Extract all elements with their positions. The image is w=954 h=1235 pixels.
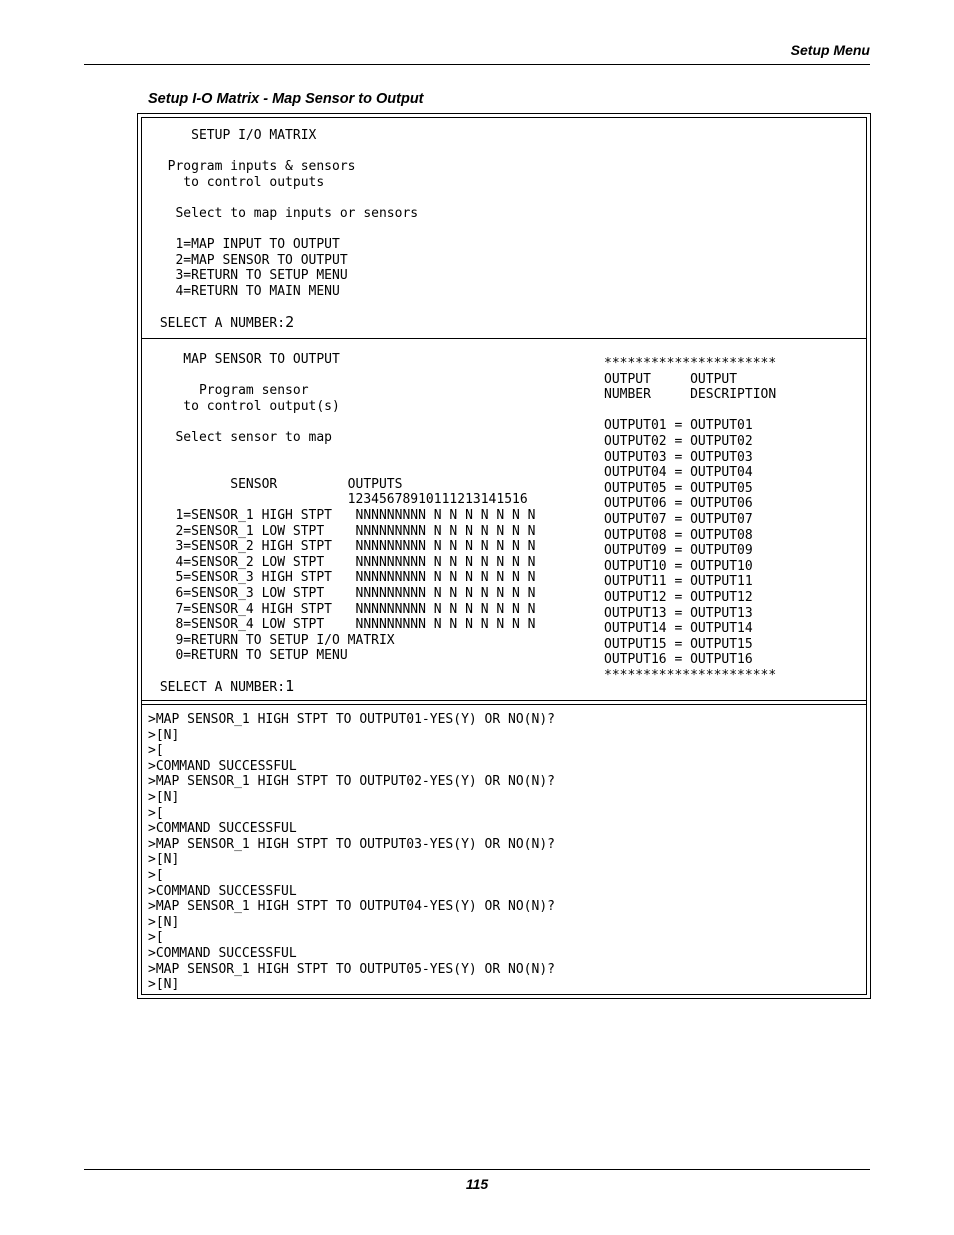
screen-line: >MAP SENSOR_1 HIGH STPT TO OUTPUT04-YES(Y) OR NO(N)? (148, 899, 555, 915)
screen-line (152, 664, 536, 680)
screen-line: >[N] (148, 914, 180, 930)
screen-line: 3=RETURN TO SETUP MENU (152, 268, 348, 284)
screen-line (604, 403, 776, 419)
screen-line: OUTPUT14 = OUTPUT14 (604, 621, 753, 637)
screen-line: to control output(s) (152, 398, 340, 414)
screen-line: 9=RETURN TO SETUP I/O MATRIX (152, 632, 395, 648)
screen-line: OUTPUT12 = OUTPUT12 (604, 589, 753, 605)
select-answer: 1 (285, 677, 295, 696)
screen-line: OUTPUT01 = OUTPUT01 (604, 418, 753, 434)
screen-line: OUTPUT04 = OUTPUT04 (604, 465, 753, 481)
screen-line: 4=RETURN TO MAIN MENU (152, 283, 340, 299)
screen-line: OUTPUT16 = OUTPUT16 (604, 652, 753, 668)
screen-line: OUTPUT13 = OUTPUT13 (604, 605, 753, 621)
screen-line (152, 190, 418, 206)
screen-line: 2=SENSOR_1 LOW STPT NNNNNNNNN N N N N N N N (152, 523, 536, 539)
screen-line: MAP SENSOR TO OUTPUT (152, 352, 340, 367)
screen-line: 0=RETURN TO SETUP MENU (152, 648, 348, 664)
panel-divider (142, 338, 866, 339)
screen-line: OUTPUT05 = OUTPUT05 (604, 480, 753, 496)
screen-line: OUTPUT10 = OUTPUT10 (604, 558, 753, 574)
screen-line: >[N] (148, 789, 180, 805)
screen-line: ********************** (604, 667, 777, 683)
screen-line: OUTPUT OUTPUT (604, 371, 738, 387)
header-rule (84, 64, 870, 65)
page-number: 115 (465, 1176, 489, 1192)
screen-line: NUMBER DESCRIPTION (604, 387, 777, 403)
screen-line: SENSOR OUTPUTS (152, 476, 403, 492)
select-prompt-line (152, 315, 418, 331)
footer-rule (84, 1169, 870, 1170)
screen-line (152, 461, 536, 477)
screen-line: 7=SENSOR_4 HIGH STPT NNNNNNNNN N N N N N N N (152, 601, 536, 617)
screen-line: 6=SENSOR_3 LOW STPT NNNNNNNNN N N N N N N N (152, 585, 536, 601)
terminal-figure-inner-frame (141, 117, 867, 995)
panel-divider (142, 704, 866, 705)
command-log (148, 712, 555, 993)
select-answer: 2 (285, 313, 295, 332)
screen-line: SETUP I/O MATRIX (152, 128, 317, 143)
screen-line (152, 368, 536, 384)
screen-line: 4=SENSOR_2 LOW STPT NNNNNNNNN N N N N N N N (152, 554, 536, 570)
screen-line: >[ (148, 930, 164, 946)
screen-line: 2=MAP SENSOR TO OUTPUT (152, 252, 348, 268)
screen-line: >[N] (148, 977, 180, 993)
screen-lines (152, 352, 536, 679)
screen-line: Program sensor (152, 383, 309, 399)
screen-line: OUTPUT02 = OUTPUT02 (604, 433, 753, 449)
screen-line: >COMMAND SUCCESSFUL (148, 883, 297, 899)
terminal-figure-frame (137, 113, 871, 999)
screen-line: >[ (148, 743, 164, 759)
screen-line: >MAP SENSOR_1 HIGH STPT TO OUTPUT05-YES(Y) OR NO(N)? (148, 961, 555, 977)
screen-line: Select sensor to map (152, 429, 333, 445)
screen-line: 1=SENSOR_1 HIGH STPT NNNNNNNNN N N N N N N N (152, 507, 536, 523)
screen-line (152, 144, 418, 160)
screen-line: >[N] (148, 727, 180, 743)
screen-line: >MAP SENSOR_1 HIGH STPT TO OUTPUT03-YES(Y) OR NO(N)? (148, 836, 555, 852)
select-prompt-line (152, 679, 536, 695)
screen-line: 5=SENSOR_3 HIGH STPT NNNNNNNNN N N N N N N N (152, 570, 536, 586)
screen-line: >COMMAND SUCCESSFUL (148, 945, 297, 961)
screen-line: 1=MAP INPUT TO OUTPUT (152, 237, 340, 253)
screen-line: OUTPUT08 = OUTPUT08 (604, 527, 753, 543)
screen-line: OUTPUT11 = OUTPUT11 (604, 574, 753, 590)
screen-line: Program inputs & sensors (152, 159, 356, 175)
screen-line: >[ (148, 867, 164, 883)
screen-line: >COMMAND SUCCESSFUL (148, 821, 297, 837)
output-lines (604, 356, 776, 683)
screen-line (152, 414, 536, 430)
setup-io-matrix-screen (152, 128, 418, 331)
section-title: Setup I-O Matrix - Map Sensor to Output (148, 91, 424, 107)
screen-line (152, 446, 536, 462)
output-description-list (604, 356, 776, 683)
map-sensor-screen (152, 352, 536, 695)
running-header: Setup Menu (790, 42, 870, 58)
screen-line (152, 222, 418, 238)
screen-line: >COMMAND SUCCESSFUL (148, 758, 297, 774)
select-prompt: SELECT A NUMBER: (152, 316, 286, 332)
panel-divider (142, 700, 866, 701)
screen-line: OUTPUT15 = OUTPUT15 (604, 636, 753, 652)
screen-line: OUTPUT09 = OUTPUT09 (604, 543, 753, 559)
screen-line: 3=SENSOR_2 HIGH STPT NNNNNNNNN N N N N N N N (152, 539, 536, 555)
screen-line: OUTPUT07 = OUTPUT07 (604, 511, 753, 527)
screen-line: >MAP SENSOR_1 HIGH STPT TO OUTPUT01-YES(Y) OR NO(N)? (148, 712, 555, 727)
log-lines (148, 712, 555, 993)
screen-line: >[N] (148, 852, 180, 868)
screen-line: to control outputs (152, 174, 325, 190)
screen-line: >MAP SENSOR_1 HIGH STPT TO OUTPUT02-YES(Y) OR NO(N)? (148, 774, 555, 790)
screen-line: Select to map inputs or sensors (152, 205, 419, 221)
screen-line: >[ (148, 805, 164, 821)
select-prompt: SELECT A NUMBER: (152, 680, 286, 696)
screen-line: 12345678910111213141516 (152, 492, 528, 508)
screen-lines (152, 128, 418, 315)
screen-line: OUTPUT03 = OUTPUT03 (604, 449, 753, 465)
screen-line: ********************** (604, 356, 777, 371)
screen-line: 8=SENSOR_4 LOW STPT NNNNNNNNN N N N N N N N (152, 617, 536, 633)
screen-line: OUTPUT06 = OUTPUT06 (604, 496, 753, 512)
